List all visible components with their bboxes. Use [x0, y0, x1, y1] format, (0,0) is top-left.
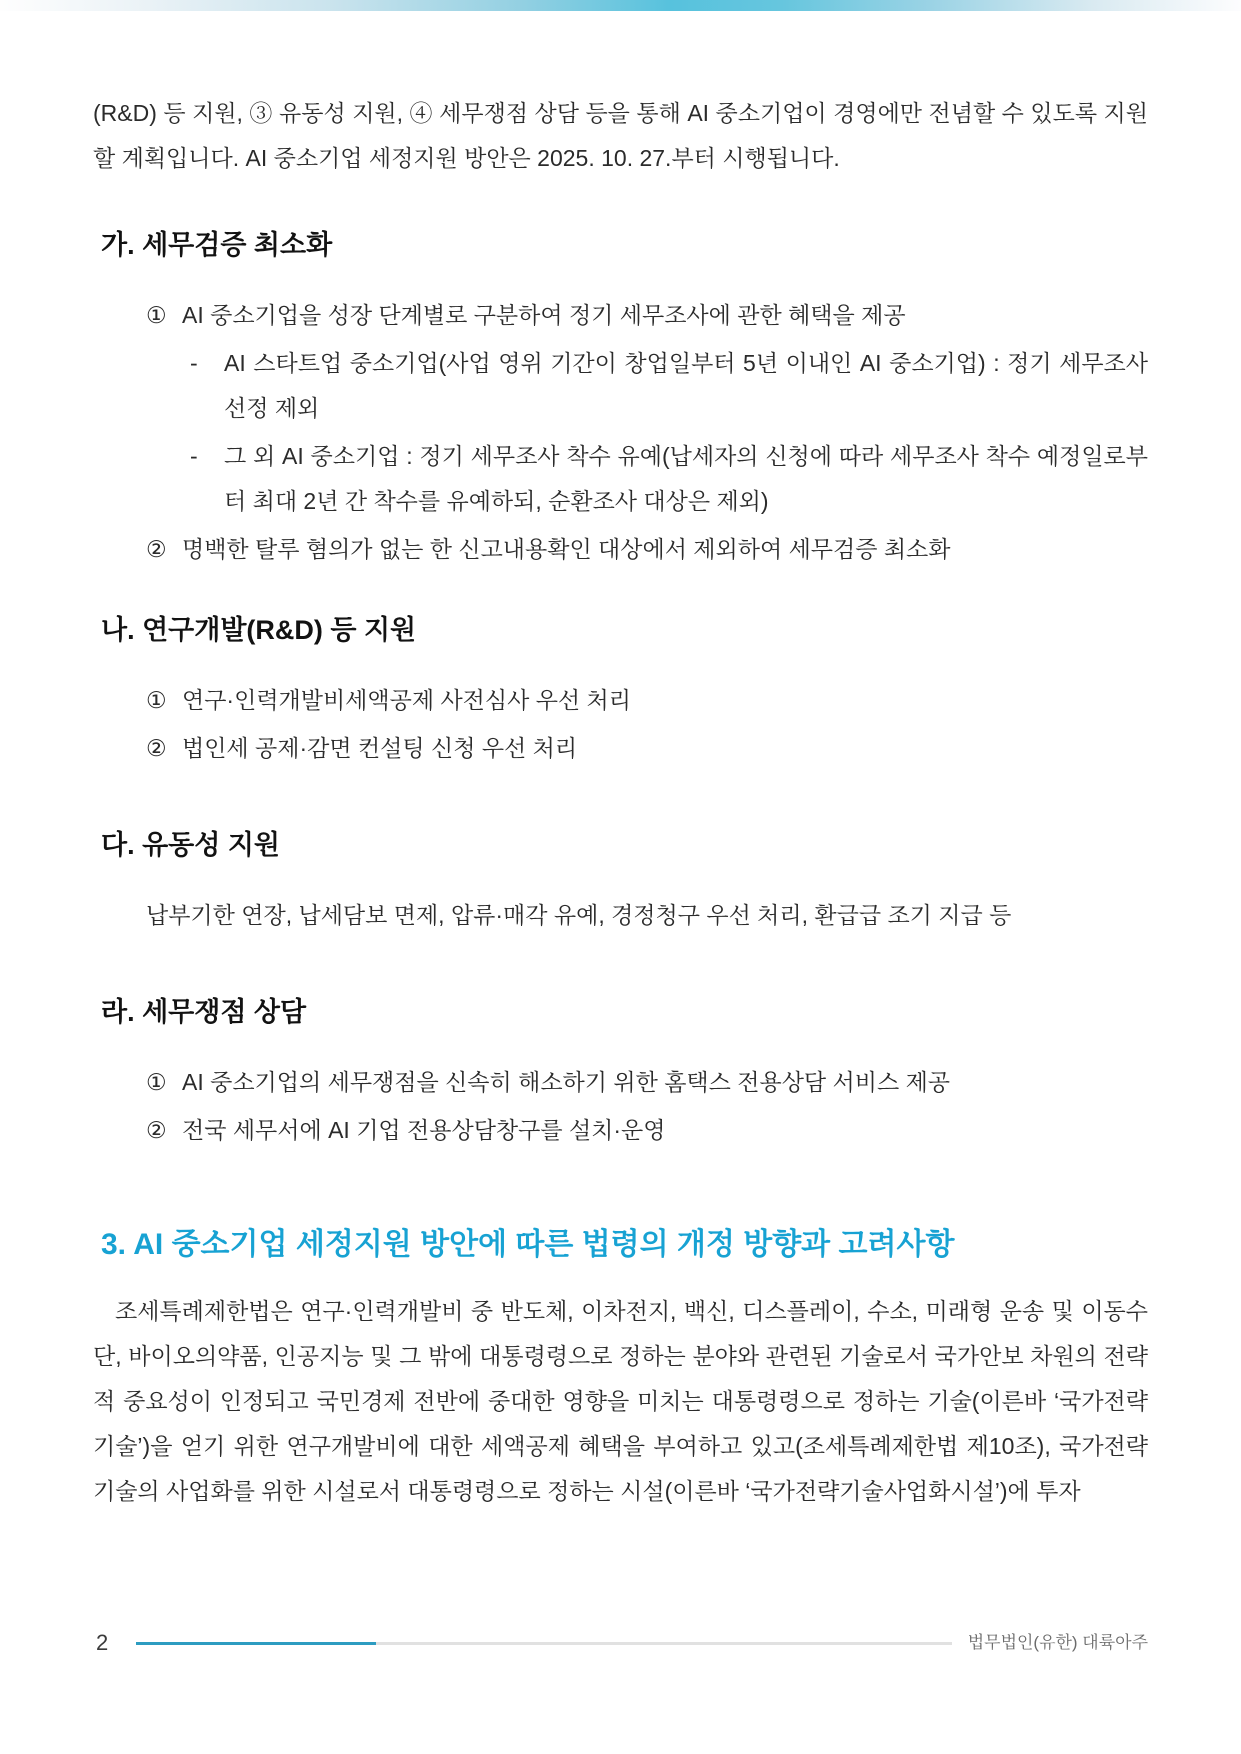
footer-divider-accent [136, 1642, 376, 1645]
item-marker: ② [146, 735, 167, 761]
item-marker: ① [146, 302, 167, 328]
top-gradient-band [0, 0, 1241, 11]
chapter-paragraph: 조세특례제한법은 연구·인력개발비 중 반도체, 이차전지, 백신, 디스플레이, 수소, 미래형 운송 및 이동수단, 바이오의약품, 인공지능 및 그 밖에 대통령령으로 정하는 분야와 관련된 기술로서 국가안보 차원의 전략적 중요성이 인정되고 국민경제 전반에 중대한 영향을 미치는 대통령령으로 정하는 기술(이른바 ‘국가전략기술’)을 얻기 위한 연구개발비에 대한 세액공제 혜택을 부여하고 있고(조세특례제한법 제10조), 국가전략기술의 사업화를 위한 시설로서 대통령령으로 정하는 시설(이른바 ‘국가전략기술사업화시설’)에 투자 [93, 1298, 1148, 1504]
list-item [146, 293, 1148, 338]
item-marker: - [190, 443, 198, 469]
section-rnd-support [93, 612, 1148, 771]
list-item [146, 726, 1148, 771]
chapter-heading: 3. AI 중소기업 세정지원 방안에 따른 법령의 개정 방향과 고려사항 [101, 1228, 955, 1261]
item-marker: ② [146, 536, 167, 562]
footer-firm-name: 법무법인(유한) 대륙아주 [967, 1633, 1148, 1652]
item-marker: ② [146, 1117, 167, 1143]
page-footer [96, 1628, 1148, 1658]
list-subitem [190, 341, 1148, 431]
item-marker: ① [146, 1069, 167, 1095]
list-item [146, 1108, 1148, 1153]
section-heading: 라. 세무쟁점 상담 [101, 997, 307, 1027]
section-tax-verification [93, 227, 1148, 572]
item-marker: - [190, 350, 198, 376]
item-text: 그 외 AI 중소기업 : 정기 세무조사 착수 유예(납세자의 신청에 따라 세무조사 착수 예정일로부터 최대 2년 간 착수를 유예하되, 순환조사 대상은 제외) [224, 443, 1148, 514]
section-heading: 가. 세무검증 최소화 [101, 230, 333, 260]
item-text: AI 중소기업을 성장 단계별로 구분하여 정기 세무조사에 관한 혜택을 제공 [182, 302, 906, 328]
list-item [146, 1060, 1148, 1105]
item-text: 연구·인력개발비세액공제 사전심사 우선 처리 [182, 687, 631, 713]
page-number: 2 [96, 1630, 109, 1655]
item-text: 법인세 공제·감면 컨설팅 신청 우선 처리 [182, 735, 578, 761]
section-tax-consultation [93, 994, 1148, 1153]
section-liquidity-support [93, 827, 1148, 938]
list-item [146, 678, 1148, 723]
section-heading: 나. 연구개발(R&D) 등 지원 [101, 615, 417, 645]
item-text: AI 중소기업의 세무쟁점을 신속히 해소하기 위한 홈택스 전용상담 서비스 제공 [182, 1069, 951, 1095]
intro-paragraph: (R&D) 등 지원, ③ 유동성 지원, ④ 세무쟁점 상담 등을 통해 AI 중소기업이 경영에만 전념할 수 있도록 지원할 계획입니다. AI 중소기업 세정지원 방안은 2025. 10. 27.부터 시행됩니다. [93, 100, 1148, 171]
section-paragraph: 납부기한 연장, 납세담보 면제, 압류·매각 유예, 경정청구 우선 처리, 환급급 조기 지급 등 [146, 902, 1012, 928]
item-text: 전국 세무서에 AI 기업 전용상담창구를 설치·운영 [182, 1117, 666, 1143]
footer-divider-line [136, 1642, 951, 1645]
item-marker: ① [146, 687, 167, 713]
list-item [146, 527, 1148, 572]
section-heading: 다. 유동성 지원 [101, 830, 280, 860]
item-text: 명백한 탈루 혐의가 없는 한 신고내용확인 대상에서 제외하여 세무검증 최소화 [182, 536, 951, 562]
list-subitem [190, 434, 1148, 524]
item-text: AI 스타트업 중소기업(사업 영위 기간이 창업일부터 5년 이내인 AI 중소기업) : 정기 세무조사 선정 제외 [224, 350, 1148, 421]
page-content [0, 11, 1241, 1514]
